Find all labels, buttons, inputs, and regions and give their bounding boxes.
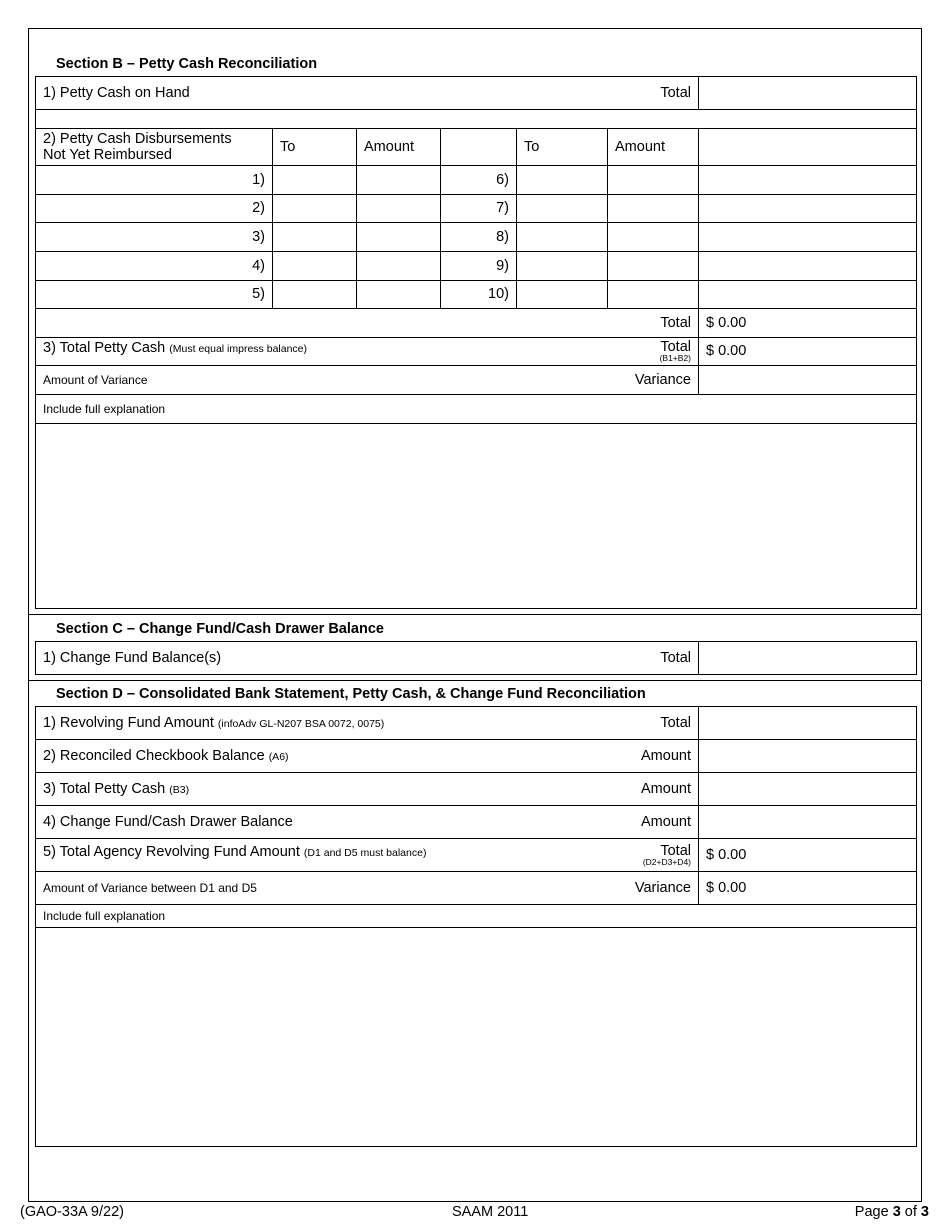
petty-cash-on-hand-label: 1) Petty Cash on Hand [43, 85, 190, 101]
amount-field[interactable] [357, 194, 441, 222]
row-right-label: Amount [641, 748, 691, 764]
d-variance-field[interactable]: $ 0.00 [699, 872, 917, 905]
section-d-title: Section D – Consolidated Bank Statement, Petty Cash, & Change Fund Reconciliation [56, 686, 646, 702]
to-field[interactable] [273, 251, 357, 280]
amount-field[interactable] [608, 280, 699, 308]
explanation-label-row [36, 394, 917, 423]
variance-row [36, 365, 917, 394]
section-d-row [36, 806, 917, 839]
section-b-title: Section B – Petty Cash Reconciliation [56, 56, 318, 72]
to-field[interactable] [517, 165, 608, 194]
amount-field[interactable] [357, 222, 441, 251]
col-header-amount-1: Amount [357, 128, 441, 165]
to-field[interactable] [273, 222, 357, 251]
section-d-row [36, 839, 917, 872]
col-header-amount-2: Amount [608, 128, 699, 165]
d-explanation-label: Include full explanation [36, 905, 917, 928]
row-number: 5) [36, 280, 273, 308]
total-agency-fund-formula: (D2+D3+D4) [642, 856, 691, 867]
section-divider [28, 680, 922, 681]
row-number: 6) [441, 165, 517, 194]
disbursement-row [36, 165, 917, 194]
to-field[interactable] [517, 251, 608, 280]
disbursement-row [36, 194, 917, 222]
row-right-label: Total [660, 715, 691, 731]
total-agency-fund-total-label: Total [660, 842, 691, 859]
to-field[interactable] [517, 280, 608, 308]
row-number: 2) [36, 194, 273, 222]
page-number: Page 3 of 3 [854, 1204, 929, 1220]
amount-field[interactable] [357, 251, 441, 280]
variance-label: Amount of Variance [43, 372, 148, 387]
petty-cash-on-hand-total-label: Total [660, 85, 691, 101]
change-fund-label: 1) Change Fund Balance(s) [43, 650, 222, 666]
total-agency-fund-note: (D1 and D5 must balance) [303, 846, 427, 859]
amount-field[interactable] [608, 194, 699, 222]
section-d-table [35, 706, 917, 1147]
revolving-fund-label: 1) Revolving Fund Amount [43, 715, 214, 731]
disbursements-total-row [36, 308, 917, 337]
amount-field[interactable] [357, 165, 441, 194]
section-d-variance-row [36, 872, 917, 905]
checkbook-balance-field[interactable] [699, 740, 917, 773]
total-agency-fund-field[interactable]: $ 0.00 [699, 839, 917, 872]
total-petty-cash-note: (Must equal impress balance) [169, 342, 308, 355]
disbursements-label: 2) Petty Cash Disbursements Not Yet Reimbursed [36, 128, 273, 165]
total-agency-fund-label: 5) Total Agency Revolving Fund Amount [43, 843, 300, 860]
d-total-petty-cash-label: 3) Total Petty Cash [43, 781, 166, 797]
row-right-label: Amount [641, 814, 691, 830]
section-divider [28, 614, 922, 615]
section-d-row [36, 740, 917, 773]
d-variance-label: Amount of Variance between D1 and D5 [43, 881, 257, 895]
row-number: 8) [441, 222, 517, 251]
section-c-title: Section C – Change Fund/Cash Drawer Balance [56, 621, 384, 637]
footer-center: SAAM 2011 [452, 1204, 529, 1220]
row-number: 10) [441, 280, 517, 308]
disbursement-row [36, 251, 917, 280]
row-number: 9) [441, 251, 517, 280]
disbursements-table [35, 109, 917, 609]
revolving-fund-note: (infoAdv GL-N207 BSA 0072, 0075) [217, 718, 385, 730]
change-fund-total-label: Total [660, 650, 691, 666]
explanation-label: Include full explanation [36, 394, 917, 423]
row-right-label: Amount [641, 781, 691, 797]
to-field[interactable] [517, 222, 608, 251]
d-total-petty-cash-note: (B3) [169, 784, 190, 796]
amount-field[interactable] [608, 222, 699, 251]
d-explanation-label-row [36, 905, 917, 928]
amount-field[interactable] [608, 165, 699, 194]
col-header-to-1: To [273, 128, 357, 165]
col-header-to-2: To [517, 128, 608, 165]
disbursements-total-label: Total [36, 308, 699, 337]
disbursement-row [36, 280, 917, 308]
petty-cash-on-hand-field[interactable] [699, 77, 917, 110]
amount-field[interactable] [357, 280, 441, 308]
total-petty-cash-row [36, 337, 917, 365]
to-field[interactable] [517, 194, 608, 222]
checkbook-balance-label: 2) Reconciled Checkbook Balance [43, 748, 265, 764]
section-d-row [36, 707, 917, 740]
row-number: 4) [36, 251, 273, 280]
change-fund-drawer-field[interactable] [699, 806, 917, 839]
revolving-fund-field[interactable] [699, 707, 917, 740]
variance-field[interactable] [699, 365, 917, 394]
change-fund-row [35, 641, 917, 675]
section-b-explanation-field[interactable] [36, 423, 917, 608]
petty-cash-on-hand-row [35, 76, 917, 110]
total-petty-cash-total-label: Total [660, 338, 691, 355]
row-number: 1) [36, 165, 273, 194]
total-petty-cash-label: 3) Total Petty Cash [43, 339, 166, 356]
checkbook-balance-note: (A6) [268, 751, 289, 763]
to-field[interactable] [273, 280, 357, 308]
form-id: (GAO-33A 9/22) [20, 1204, 124, 1220]
change-fund-drawer-label: 4) Change Fund/Cash Drawer Balance [43, 814, 293, 830]
to-field[interactable] [273, 194, 357, 222]
variance-right-label: Variance [634, 371, 691, 388]
section-d-explanation-field[interactable] [36, 928, 917, 1147]
change-fund-field[interactable] [699, 642, 917, 675]
disbursements-total-field[interactable]: $ 0.00 [699, 308, 917, 337]
row-number: 7) [441, 194, 517, 222]
to-field[interactable] [273, 165, 357, 194]
row-number: 3) [36, 222, 273, 251]
d-total-petty-cash-field[interactable] [699, 773, 917, 806]
d-variance-right-label: Variance [634, 880, 691, 896]
total-petty-cash-formula: (B1+B2) [659, 352, 691, 363]
total-petty-cash-field[interactable]: $ 0.00 [699, 337, 917, 365]
disbursement-row [36, 222, 917, 251]
section-d-row [36, 773, 917, 806]
amount-field[interactable] [608, 251, 699, 280]
